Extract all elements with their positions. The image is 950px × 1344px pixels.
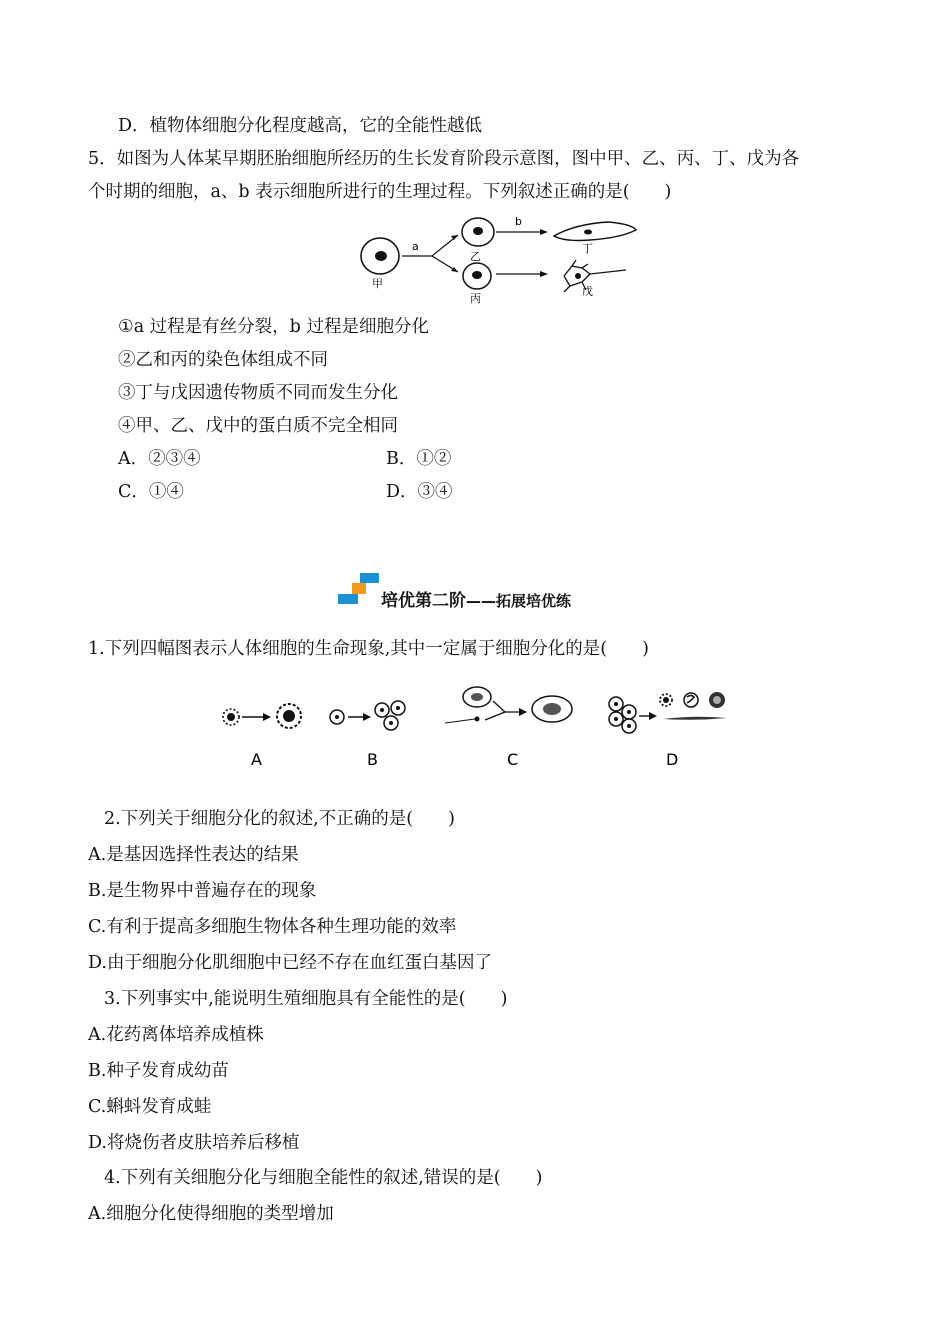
s2-option-b: B.是生物界中普遍存在的现象: [88, 881, 317, 901]
icon-block-blue-bottom: [338, 594, 358, 604]
s3-option-b: B.种子发育成幼苗: [88, 1061, 229, 1081]
cell-bing-nucleus: [472, 271, 482, 279]
s3-option-a: A.花药离体培养成植株: [88, 1025, 264, 1045]
label-yi: 乙: [470, 250, 481, 263]
figure-c-cells: [445, 687, 572, 723]
q5-stem-line1: 5．如图为人体某早期胚胎细胞所经历的生长发育阶段示意图，图中甲、乙、丙、丁、戊为各: [88, 149, 800, 169]
q5-option-c: C．①④: [118, 482, 184, 502]
label-wu: 戊: [582, 285, 593, 298]
cell-ding: [554, 222, 636, 241]
figure-label-d: D: [666, 750, 679, 769]
s2-option-c: C.有利于提高多细胞生物体各种生理功能的效率: [88, 917, 457, 937]
label-bing: 丙: [470, 292, 481, 305]
s2-stem: 2.下列关于细胞分化的叙述,不正确的是( ): [104, 809, 455, 829]
label-jia: 甲: [372, 277, 383, 290]
arrowhead-to-wu: [540, 271, 548, 277]
section-blocks-icon: [338, 573, 380, 605]
figure-label-c: C: [507, 750, 519, 769]
q5-option-d: D．③④: [386, 482, 453, 502]
figure-label-a: A: [251, 750, 262, 769]
cell-ding-nucleus: [584, 230, 592, 235]
s1-stem: 1.下列四幅图表示人体细胞的生命现象,其中一定属于细胞分化的是( ): [88, 639, 649, 659]
s1-cell-phenomena-figure: [205, 683, 745, 773]
cell-yi-nucleus: [473, 227, 483, 235]
cell-wu-nucleus: [575, 273, 581, 279]
q5-statement-1: ①a 过程是有丝分裂，b 过程是细胞分化: [118, 317, 429, 337]
q5-cell-development-figure: [350, 210, 640, 305]
section-title: [381, 590, 571, 612]
cell-jia-nucleus: [375, 251, 387, 261]
q5-statement-2: ②乙和丙的染色体组成不同: [118, 350, 328, 370]
section-title-main: 培优第二阶: [381, 591, 466, 611]
q5-statement-3: ③丁与戊因遗传物质不同而发生分化: [118, 383, 398, 403]
q5-stem-line2: 个时期的细胞，a、b 表示细胞所进行的生理过程。下列叙述正确的是( ): [88, 182, 672, 202]
s2-option-d: D.由于细胞分化肌细胞中已经不存在血红蛋白基因了: [88, 953, 492, 973]
label-b: b: [515, 215, 522, 228]
icon-block-blue-top: [360, 573, 379, 583]
s4-option-a: A.细胞分化使得细胞的类型增加: [88, 1204, 334, 1224]
cell-wu: [564, 260, 626, 292]
q5-option-b: B．①②: [386, 449, 452, 469]
section-title-sub: ——拓展培优练: [466, 592, 572, 610]
prev-question-option-d: D．植物体细胞分化程度越高，它的全能性越低: [118, 116, 483, 136]
figure-b-cells: [330, 701, 405, 730]
s3-option-c: C.蝌蚪发育成蛙: [88, 1097, 212, 1117]
figure-a-cells: [223, 704, 301, 728]
icon-block-orange: [352, 583, 366, 594]
figure-d-cells: [609, 692, 727, 733]
s3-stem: 3.下列事实中,能说明生殖细胞具有全能性的是( ): [104, 989, 508, 1009]
q5-statement-4: ④甲、乙、戊中的蛋白质不完全相同: [118, 416, 398, 436]
q5-option-a: A．②③④: [118, 449, 201, 469]
figure-label-b: B: [367, 750, 378, 769]
arrowhead-b: [540, 229, 548, 235]
label-ding: 丁: [582, 242, 593, 255]
label-a: a: [412, 240, 419, 253]
s4-stem: 4.下列有关细胞分化与细胞全能性的叙述,错误的是( ): [104, 1168, 543, 1188]
s3-option-d: D.将烧伤者皮肤培养后移植: [88, 1133, 300, 1153]
s2-option-a: A.是基因选择性表达的结果: [88, 845, 299, 865]
